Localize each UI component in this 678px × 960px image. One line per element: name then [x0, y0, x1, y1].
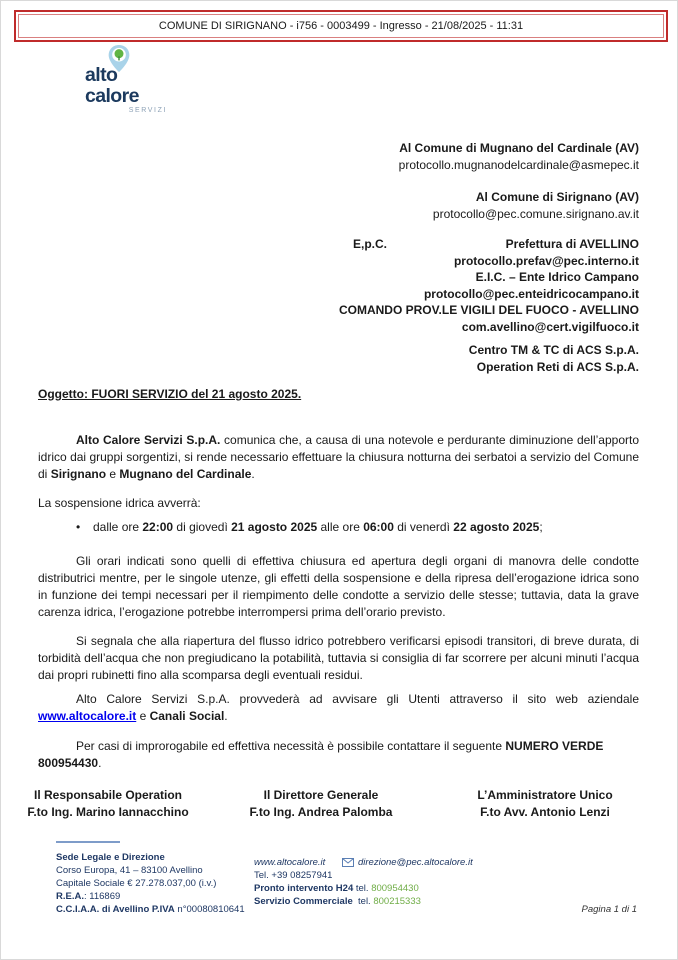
page-number: Pagina 1 di 1: [581, 904, 637, 915]
logo-text: [85, 65, 167, 115]
text-segment: .: [98, 756, 102, 770]
logo-brand: alto calore: [85, 64, 139, 107]
text-segment: ;: [539, 520, 543, 534]
text-segment: comunica che, a causa di una notevole e perdurante diminuzione dell’apporto idrico dai gruppi sorgentizi, si rende necessario effettuare la chiusura notturna dei serbatoi a servizio del Comune di: [38, 433, 639, 481]
text-segment: 21 agosto 2025: [231, 520, 318, 534]
footer-cciaa: [56, 903, 254, 916]
signatures-row: [27, 787, 639, 827]
cc-line: com.avellino@cert.vigilfuoco.it: [461, 319, 639, 334]
internal-recipient: Operation Reti di ACS S.p.A.: [476, 359, 639, 374]
recipients-block: [38, 140, 639, 375]
footer-website[interactable]: www.altocalore.it: [254, 857, 326, 868]
suspension-schedule-item: [38, 519, 639, 536]
text-segment: Alto Calore Servizi S.p.A.: [76, 433, 221, 447]
schedule-text: [93, 520, 543, 534]
signature-director: [221, 787, 421, 821]
rea-value: : 116869: [83, 891, 121, 902]
signature-role: Il Responsabile Operation: [33, 788, 183, 802]
footer-address-street: Corso Europa, 41 – 83100 Avellino: [56, 865, 203, 876]
text-segment: 22:00: [142, 520, 174, 534]
text-segment: Mugnano del Cardinale: [119, 467, 252, 481]
recipient-name: Al Comune di Sirignano (AV): [475, 190, 639, 204]
signature-role: Il Direttore Generale: [263, 788, 379, 802]
paragraph-details: Gli orari indicati sono quelli di effettiva chiusura ed apertura degli organi di manovra delle condotte distributrici mentre, per le singole utenze, gli effetti della sospensione e della ripresa dell’erogazione idrica sono in funzione dei tempi necessari per il riempimento delle condotte a servizio delle stesse; tuttavia, data la grave carenza idrica, l’erogazione potrebbe interrompersi prima dell’orario previsto.: [38, 554, 639, 619]
letterhead-footer: [56, 841, 639, 916]
cc-line: protocollo@pec.enteidricocampano.it: [423, 286, 639, 301]
cc-section: [38, 236, 639, 335]
text-segment: .: [224, 709, 228, 723]
footer-pec-email: direzione@pec.altocalore.it: [358, 857, 473, 868]
signature-administrator: [445, 787, 645, 821]
h24-label: Pronto intervento H24: [254, 883, 354, 894]
footer-divider: [56, 841, 120, 843]
text-segment: dalle ore: [93, 520, 143, 534]
cc-line: E.I.C. – Ente Idrico Campano: [475, 270, 639, 284]
cc-label: E,p.C.: [352, 237, 387, 251]
paragraph-announcement: [38, 432, 639, 483]
rea-label: R.E.A.: [56, 891, 84, 902]
signature-role: L’Amministratore Unico: [477, 788, 613, 802]
h24-number: 800954430: [371, 883, 419, 894]
tel-label: tel.: [353, 883, 372, 894]
footer-h24-row: [254, 882, 473, 895]
text-segment: .: [251, 467, 255, 481]
text-segment: alle ore: [317, 520, 364, 534]
recipient-email: protocollo.mugnanodelcardinale@asmepec.it: [398, 157, 639, 172]
signature-operation: [8, 787, 208, 821]
text-segment: di venerdì: [393, 520, 454, 534]
footer-address: [56, 851, 254, 916]
recipient-sirignano: [38, 189, 639, 222]
cc-line: Prefettura di AVELLINO: [505, 237, 639, 251]
recipient-mugnano: [38, 140, 639, 173]
commercial-number: 800215333: [373, 896, 421, 907]
footer-web-row: [254, 856, 473, 869]
signature-name: F.to Ing. Andrea Palomba: [249, 805, 393, 819]
cciaa-label: C.C.I.A.A. di Avellino P.IVA: [56, 904, 175, 915]
alto-calore-logo: [85, 45, 195, 114]
footer-rea: [56, 890, 254, 903]
paragraph-turbidity: Si segnala che alla riapertura del flusso idrico potrebbero verificarsi episodi transitori, di breve durata, di torbidità dell’acqua che non pregiudicano la potabilità, tuttavia si consiglia di far scorrere per alcuni minuti l’acqua dai propri rubinetti fino alla scomparsa degli eventuali residui.: [38, 634, 639, 682]
protocol-stamp: [14, 10, 668, 42]
footer-commercial-row: [254, 895, 473, 908]
recipient-email: protocollo@pec.comune.sirignano.av.it: [432, 206, 639, 221]
footer-phone: Tel. +39 08257941: [254, 870, 333, 881]
commercial-label: Servizio Commerciale: [254, 896, 353, 907]
logo-subtitle: SERVIZI: [128, 107, 167, 114]
footer-contacts: [254, 856, 473, 916]
internal-recipients: [38, 342, 639, 375]
paragraph-intro: La sospensione idrica avverrà:: [38, 496, 201, 510]
stamp-text: COMUNE DI SIRIGNANO - i756 - 0003499 - Ingresso - 21/08/2025 - 11:31: [158, 20, 524, 32]
letter-body: [38, 432, 639, 772]
email-icon: [342, 858, 354, 867]
text-segment: di giovedì: [173, 520, 232, 534]
text-segment: NUMERO VERDE 800954430: [38, 739, 604, 770]
text-segment: 22 agosto 2025: [453, 520, 540, 534]
recipient-name: Al Comune di Mugnano del Cardinale (AV): [399, 141, 639, 155]
paragraph-website-notice: [38, 691, 639, 725]
bullet-icon: •: [76, 520, 81, 534]
text-segment: e: [106, 467, 120, 481]
signature-name: F.to Avv. Antonio Lenzi: [480, 805, 610, 819]
text-segment: Alto Calore Servizi S.p.A. provvederà ad avvisare gli Utenti attraverso il sito web aziendale: [76, 692, 639, 706]
footer-capital: Capitale Sociale € 27.278.037,00 (i.v.): [56, 878, 217, 889]
signature-name: F.to Ing. Marino Iannacchino: [27, 805, 189, 819]
cc-line: COMANDO PROV.LE VIGILI DEL FUOCO - AVELLINO: [338, 303, 639, 317]
text-segment: 06:00: [363, 520, 394, 534]
text-segment: Canali Social: [149, 709, 225, 723]
tel-label: tel.: [352, 896, 374, 907]
text-segment: e: [136, 709, 150, 723]
internal-recipient: Centro TM & TC di ACS S.p.A.: [468, 343, 639, 357]
footer-address-title: Sede Legale e Direzione: [56, 852, 165, 863]
subject-line: Oggetto: FUORI SERVIZIO del 21 agosto 2025.: [38, 387, 302, 401]
cciaa-value: n°00080810641: [174, 904, 245, 915]
text-segment: Per casi di improrogabile ed effettiva necessità è possibile contattare il seguente: [76, 739, 506, 753]
altocalore-website-link[interactable]: www.altocalore.it: [38, 709, 137, 723]
paragraph-toll-free: [38, 738, 639, 772]
text-segment: Sirignano: [50, 467, 107, 481]
cc-line: protocollo.prefav@pec.interno.it: [453, 253, 639, 268]
